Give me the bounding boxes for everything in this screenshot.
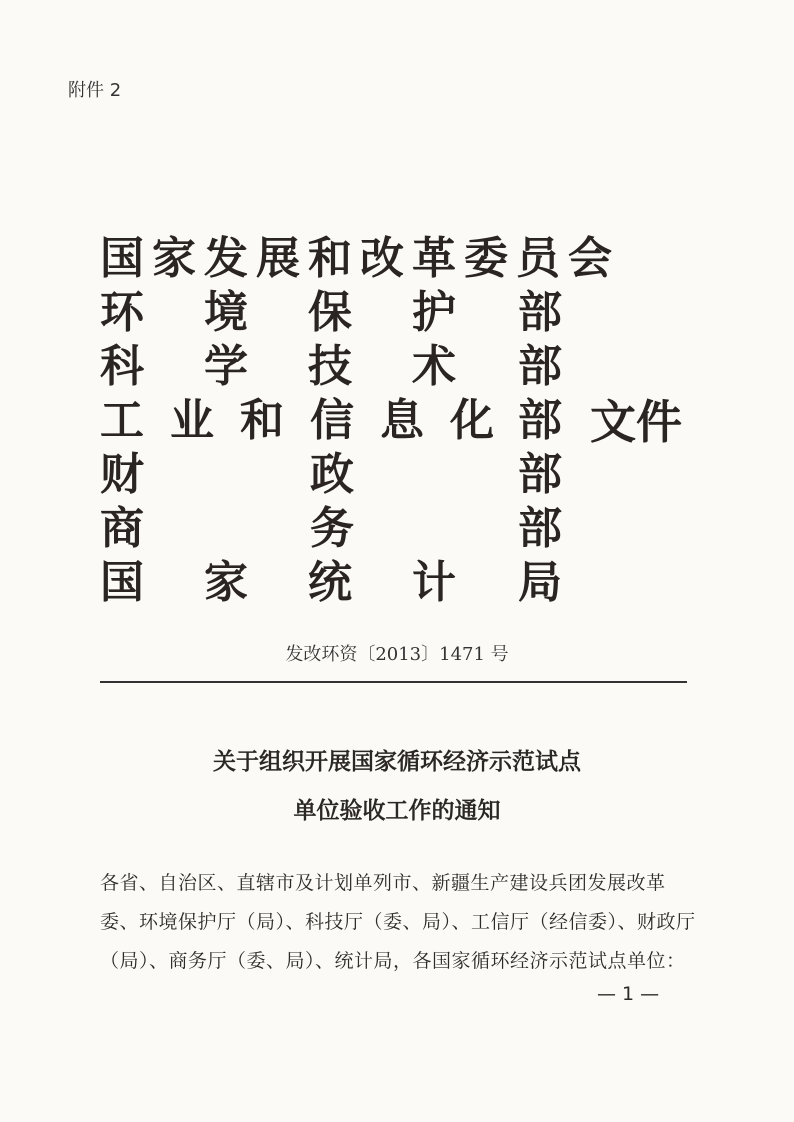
- issuer-char: 技: [308, 341, 352, 392]
- header-divider: [100, 681, 687, 683]
- document-title-line-1: 关于组织开展国家循环经济示范试点: [213, 749, 581, 775]
- issuer-char: 商: [100, 503, 144, 554]
- issuer-nbs: [100, 556, 700, 610]
- issuer-char: 局: [518, 557, 562, 608]
- issuer-char: 革: [412, 233, 456, 284]
- issuer-char: 保: [308, 287, 352, 338]
- body-text-line: 各省、自治区、直辖市及计划单列市、新疆生产建设兵团发展改革: [100, 872, 666, 894]
- issuer-most: [100, 340, 700, 394]
- body-text-line: 委、环境保护厅（局）、科技厅（委、局）、工信厅（经信委）、财政厅: [100, 911, 696, 933]
- issuer-char: 家: [204, 557, 248, 608]
- issuer-char: 员: [516, 233, 560, 284]
- page-number: — 1 —: [597, 983, 660, 1005]
- issuer-char: 和: [240, 395, 284, 446]
- issuer-char: 业: [170, 395, 214, 446]
- issuer-char: 国: [100, 557, 144, 608]
- issuer-char: 家: [152, 233, 196, 284]
- issuer-char: 国: [100, 233, 144, 284]
- issuer-char: 部: [518, 395, 562, 446]
- issuer-char: 部: [518, 449, 562, 500]
- issuer-char: 改: [360, 233, 404, 284]
- body-text-line: （局）、商务厅（委、局）、统计局，各国家循环经济示范试点单位：: [100, 950, 686, 972]
- issuer-char: 境: [204, 287, 248, 338]
- issuer-char: 财: [100, 449, 144, 500]
- issuer-char: 学: [204, 341, 248, 392]
- issuer-char: 息: [380, 395, 424, 446]
- issuer-char: 工: [100, 395, 144, 446]
- issuer-char: 政: [310, 449, 354, 500]
- issuer-char: 信: [310, 395, 354, 446]
- document-number: 发改环资〔2013〕1471 号: [285, 644, 509, 665]
- attachment-label: 附件 2: [68, 80, 122, 101]
- issuer-char: 统: [308, 557, 352, 608]
- issuer-char: 部: [518, 341, 562, 392]
- issuer-char: 环: [100, 287, 144, 338]
- issuer-mof: [100, 448, 700, 502]
- issuer-char: 务: [310, 503, 354, 554]
- issuer-char: 部: [518, 503, 562, 554]
- issuer-char: 护: [412, 287, 456, 338]
- issuer-char: 委: [464, 233, 508, 284]
- issuer-char: 发: [204, 233, 248, 284]
- issuer-char: 科: [100, 341, 144, 392]
- issuer-mep: [100, 286, 700, 340]
- issuer-char: 和: [308, 233, 352, 284]
- issuer-ndrc: [100, 232, 700, 286]
- issuer-char: 化: [450, 395, 494, 446]
- issuer-char: 会: [568, 233, 612, 284]
- issuer-char: 术: [412, 341, 456, 392]
- issuer-mofcom: [100, 502, 700, 556]
- document-type-label: 文件: [590, 395, 682, 449]
- issuer-char: 计: [412, 557, 456, 608]
- issuer-char: 展: [256, 233, 300, 284]
- document-title-line-2: 单位验收工作的通知: [293, 798, 501, 824]
- issuer-char: 部: [518, 287, 562, 338]
